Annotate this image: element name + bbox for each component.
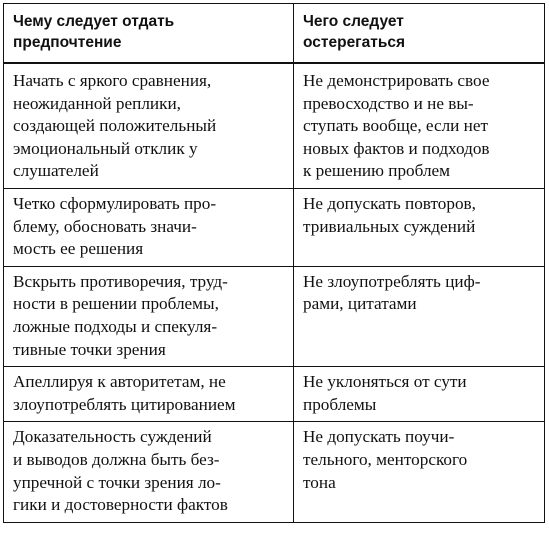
column-header-prefer: Чему следует отдать предпочтение	[4, 4, 294, 64]
cell-prefer: Доказательность суждений и выводов должна быть без- упречной с точки зрения ло- гики и достоверности фактов	[4, 422, 294, 522]
cell-avoid: Не допускать повторов, тривиальных суждений	[294, 188, 545, 266]
cell-prefer: Апеллируя к авторитетам, не злоупотреблять цитированием	[4, 367, 294, 422]
cell-avoid: Не злоупотреблять циф- рами, цитатами	[294, 266, 545, 366]
cell-avoid: Не допускать поучи- тельного, менторского тона	[294, 422, 545, 522]
table-row	[4, 63, 545, 188]
header-row	[4, 4, 545, 64]
column-header-avoid: Чего следует остерегаться	[294, 4, 545, 64]
cell-prefer: Вскрыть противоречия, труд- ности в решении проблемы, ложные подходы и спекуля- тивные точки зрения	[4, 266, 294, 366]
document-page	[3, 3, 544, 523]
cell-prefer: Начать с яркого сравнения, неожиданной реплики, создающей положительный эмоциональный отклик у слушателей	[4, 63, 294, 188]
cell-prefer: Четко сформулировать про- блему, обосновать значи- мость ее решения	[4, 188, 294, 266]
table-row	[4, 188, 545, 266]
recommendations-table	[3, 3, 545, 523]
table-row	[4, 422, 545, 522]
cell-avoid: Не демонстрировать свое превосходство и не вы- ступать вообще, если нет новых фактов и подходов к решению проблем	[294, 63, 545, 188]
table-body	[4, 63, 545, 522]
cell-avoid: Не уклоняться от сути проблемы	[294, 367, 545, 422]
table-row	[4, 367, 545, 422]
table-header	[4, 4, 545, 64]
table-row	[4, 266, 545, 366]
